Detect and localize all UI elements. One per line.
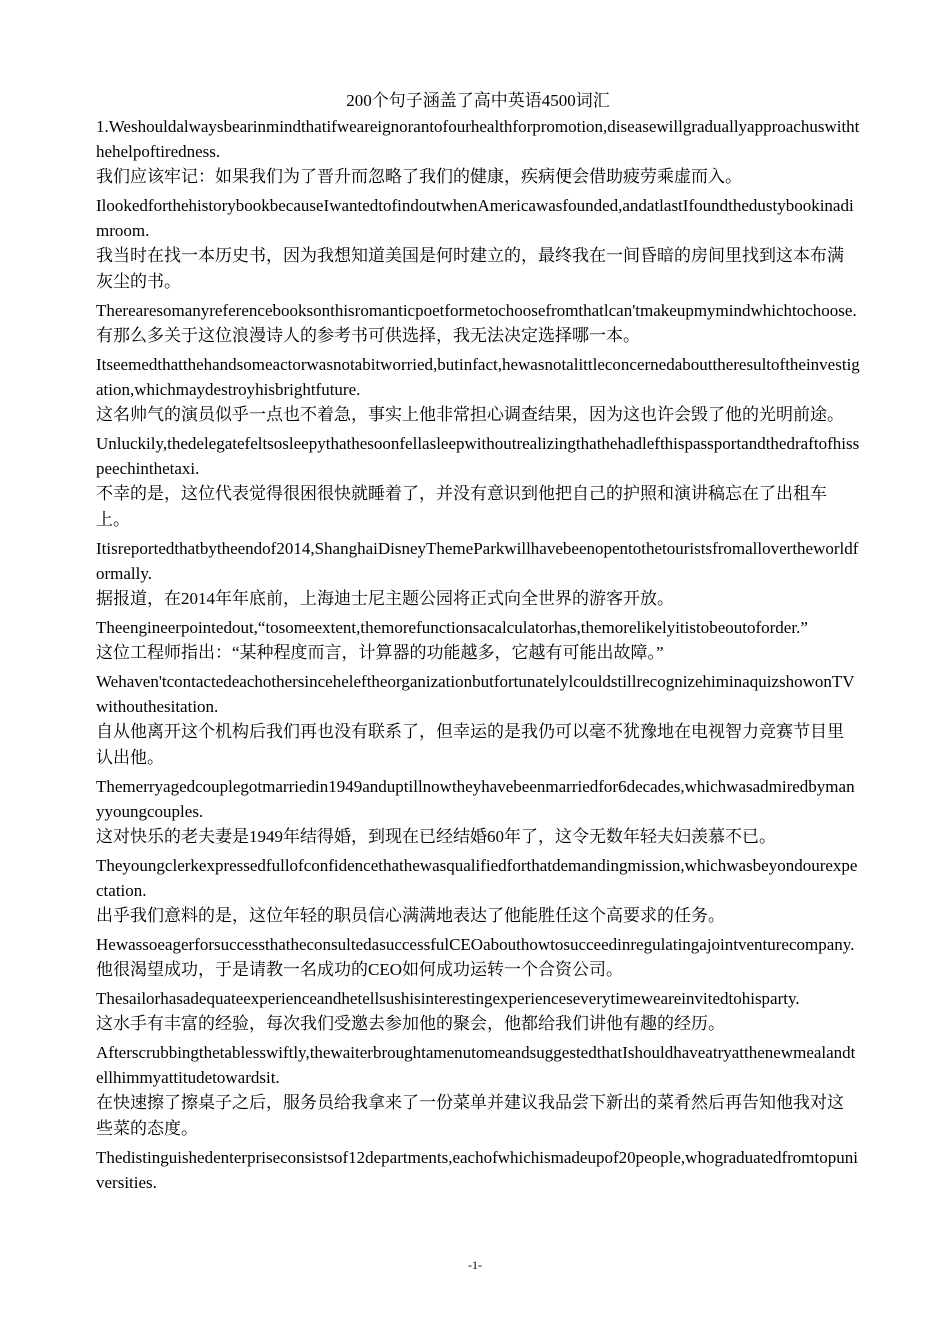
english-sentence: Itseemedthatthehandsomeactorwasnotabitworried,butinfact,hewasnotalittleconcernedabouttheresultoftheinvestigation,whichmaydestroyhisbrightfuture. — [96, 355, 860, 399]
page-number: -1- — [468, 1258, 482, 1272]
chinese-translation: 不幸的是，这位代表觉得很困很快就睡着了，并没有意识到他把自己的护照和演讲稿忘在了出租车上。 — [96, 484, 827, 529]
sentence-list — [96, 114, 860, 1195]
english-sentence: Wehaven'tcontactedeachothersinceheleftheorganizationbutfortunatelylcouldstillrecognizehiminaquizshowonTVwithouthesitation. — [96, 672, 855, 716]
chinese-translation: 我当时在找一本历史书，因为我想知道美国是何时建立的，最终我在一间昏暗的房间里找到这本布满灰尘的书。 — [96, 246, 844, 291]
chinese-translation: 他很渴望成功，于是请教一名成功的CEO如何成功运转一个合资公司。 — [96, 960, 623, 979]
english-sentence: IlookedforthehistorybookbecauseIwantedtofindoutwhenAmericawasfounded,andatlastIfoundthedustybookinadimroom. — [96, 196, 854, 240]
english-sentence: Theengineerpointedout,“tosomeextent,themorefunctionsacalculatorhas,themorelikelyitistobeoutoforder.” — [96, 618, 808, 637]
english-sentence: 1.Weshouldalwaysbearinmindthatifweareignorantofourhealthforpromotion,diseasewillgraduallyapproachuswiththehelpoftiredness. — [96, 117, 860, 161]
sentence-entry — [96, 431, 860, 533]
chinese-translation: 在快速擦了擦桌子之后，服务员给我拿来了一份菜单并建议我品尝下新出的菜肴然后再告知他我对这些菜的态度。 — [96, 1093, 844, 1138]
chinese-translation: 我们应该牢记：如果我们为了晋升而忽略了我们的健康，疾病便会借助疲劳乘虚而入。 — [96, 167, 742, 186]
chinese-translation: 自从他离开这个机构后我们再也没有联系了，但幸运的是我仍可以毫不犹豫地在电视智力竞赛节目里认出他。 — [96, 722, 844, 767]
sentence-entry — [96, 932, 860, 983]
sentence-entry — [96, 774, 860, 850]
sentence-entry — [96, 298, 860, 349]
chinese-translation: 有那么多关于这位浪漫诗人的参考书可供选择，我无法决定选择哪一本。 — [96, 326, 640, 345]
sentence-entry — [96, 352, 860, 428]
english-sentence: Thesailorhasadequateexperienceandhetellsushisinterestingexperienceseverytimeweareinvitedtohisparty. — [96, 989, 800, 1008]
document-title: 200个句子涵盖了高中英语4500词汇 — [346, 91, 610, 110]
chinese-translation: 这对快乐的老夫妻是1949年结得婚，到现在已经结婚60年了，这令无数年轻夫妇羡慕不已。 — [96, 827, 776, 846]
sentence-entry — [96, 615, 860, 666]
english-sentence: Unluckily,thedelegatefeltsosleepythathesoonfellasleepwithoutrealizingthathehadlefthispassportandthedraftofhisspeechinthetaxi. — [96, 434, 860, 478]
chinese-translation: 据报道，在2014年年底前，上海迪士尼主题公园将正式向全世界的游客开放。 — [96, 589, 674, 608]
english-sentence: Thedistinguishedenterpriseconsistsof12departments,eachofwhichismadeupof20people,whograduatedfromtopuniversities. — [96, 1148, 858, 1192]
sentence-entry — [96, 536, 860, 612]
english-sentence: HewassoeagerforsuccessthatheconsultedasuccessfulCEOabouthowtosucceedinregulatingajointventurecompany. — [96, 935, 855, 954]
sentence-entry — [96, 1145, 860, 1195]
chinese-translation: 这名帅气的演员似乎一点也不着急，事实上他非常担心调查结果，因为这也许会毁了他的光明前途。 — [96, 405, 844, 424]
sentence-entry — [96, 114, 860, 190]
document-page — [96, 88, 860, 1195]
sentence-entry — [96, 986, 860, 1037]
sentence-entry — [96, 1040, 860, 1142]
chinese-translation: 这水手有丰富的经验，每次我们受邀去参加他的聚会，他都给我们讲他有趣的经历。 — [96, 1014, 725, 1033]
chinese-translation: 出乎我们意料的是，这位年轻的职员信心满满地表达了他能胜任这个高要求的任务。 — [96, 906, 725, 925]
english-sentence: Theyoungclerkexpressedfullofconfidencethathewasqualifiedforthatdemandingmission,whichwasbeyondourexpectation. — [96, 856, 858, 900]
english-sentence: Themerryagedcouplegotmarriedin1949anduptillnowtheyhavebeenmarriedfor6decades,whichwasadmiredbymanyyoungcouples. — [96, 777, 855, 821]
sentence-entry — [96, 853, 860, 929]
english-sentence: Itisreportedthatbytheendof2014,ShanghaiDisneyThemeParkwillhavebeenopentothetouristsfromallovertheworldformally. — [96, 539, 859, 583]
english-sentence: Afterscrubbingthetablesswiftly,thewaiterbroughtamenutomeandsuggestedthatIshouldhaveatryatthenewmealandtellhimmyattitudetowardsit. — [96, 1043, 856, 1087]
english-sentence: Therearesomanyreferencebooksonthisromanticpoetformetochoosefromthatlcan'tmakeupmymindwhichtochoose. — [96, 301, 857, 320]
sentence-entry — [96, 193, 860, 295]
chinese-translation: 这位工程师指出：“某种程度而言，计算器的功能越多，它越有可能出故障。” — [96, 643, 664, 662]
sentence-entry — [96, 669, 860, 771]
